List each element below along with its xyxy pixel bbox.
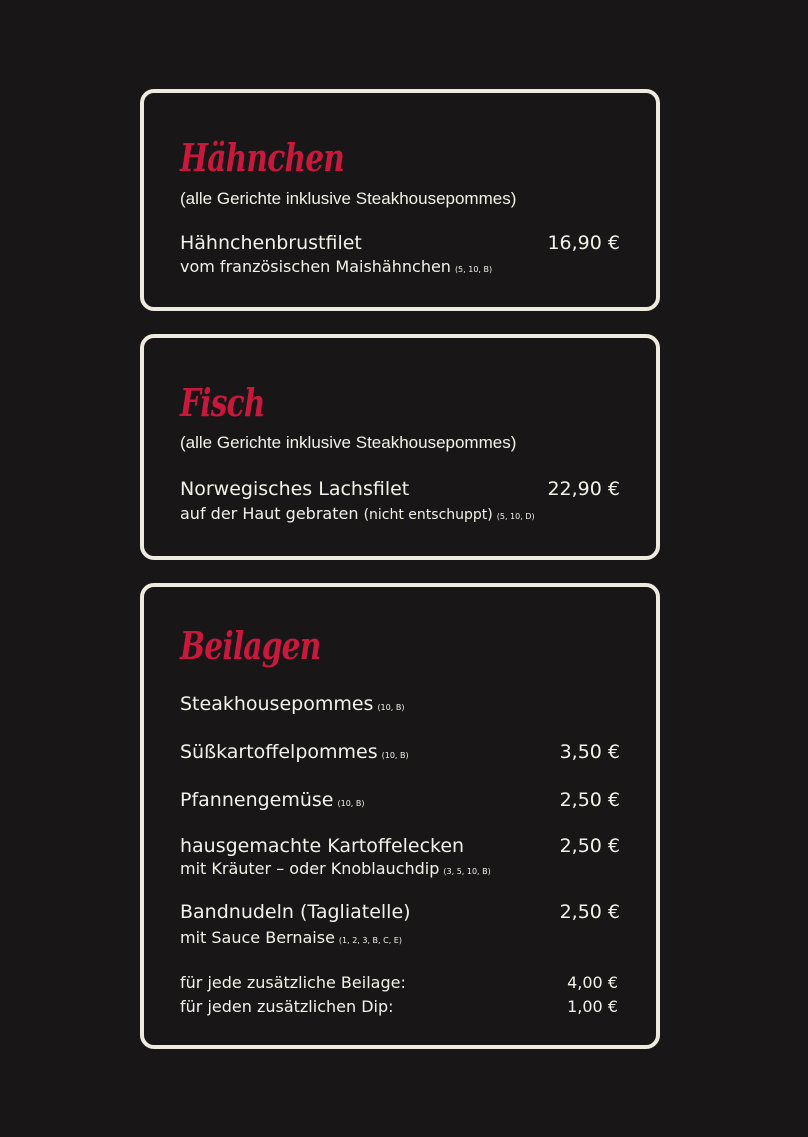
side-dish-price: 2,50 € xyxy=(559,789,620,811)
side-dish-price: 2,50 € xyxy=(559,835,620,857)
dish-description-text: vom französischen Maishähnchen xyxy=(180,257,451,276)
side-dish-name xyxy=(180,741,409,763)
allergen-codes: (10, B) xyxy=(377,703,405,712)
side-dish-label: Pfannengemüse xyxy=(180,789,334,811)
side-dish-name xyxy=(180,693,404,715)
side-dish-label: Süßkartoffelpommes xyxy=(180,741,378,763)
section-note: (alle Gerichte inklusive Steakhousepommes) xyxy=(180,189,517,208)
dish-description xyxy=(180,504,535,523)
dish-price: 16,90 € xyxy=(547,232,620,254)
allergen-codes: (10, B) xyxy=(337,799,365,808)
allergen-codes: (3, 5, 10, B) xyxy=(443,867,491,876)
allergen-codes: (5, 10, D) xyxy=(496,512,535,521)
side-dish-label: Steakhousepommes xyxy=(180,693,374,715)
dish-name: Hähnchenbrustfilet xyxy=(180,232,362,254)
side-dish-name xyxy=(180,789,365,811)
section-card-beilagen xyxy=(140,583,660,1049)
section-card-haehnchen xyxy=(140,89,660,311)
side-dish-name: hausgemachte Kartoffelecken xyxy=(180,835,465,857)
allergen-codes: (1, 2, 3, B, C, E) xyxy=(338,936,402,945)
section-title: Fisch xyxy=(180,380,265,425)
side-dish-description xyxy=(180,859,491,878)
extra-charge-label: für jeden zusätzlichen Dip: xyxy=(180,997,394,1016)
extra-charge-price: 4,00 € xyxy=(567,973,618,992)
section-title: Hähnchen xyxy=(180,135,345,180)
dish-name: Norwegisches Lachsfilet xyxy=(180,478,410,500)
extra-charge-price: 1,00 € xyxy=(567,997,618,1016)
side-dish-description-text: mit Sauce Bernaise xyxy=(180,928,335,947)
side-dish-name: Bandnudeln (Tagliatelle) xyxy=(180,901,411,923)
dish-description-note: (nicht entschuppt) xyxy=(363,507,493,523)
side-dish-price: 2,50 € xyxy=(559,901,620,923)
section-title: Beilagen xyxy=(180,623,321,668)
side-dish-price: 3,50 € xyxy=(559,741,620,763)
allergen-codes: (10, B) xyxy=(381,751,409,760)
side-dish-description-text: mit Kräuter – oder Knoblauchdip xyxy=(180,859,440,878)
dish-price: 22,90 € xyxy=(547,478,620,500)
side-dish-description xyxy=(180,928,402,947)
extra-charge-label: für jede zusätzliche Beilage: xyxy=(180,973,406,992)
dish-description xyxy=(180,257,492,276)
dish-description-text: auf der Haut gebraten xyxy=(180,504,359,523)
section-note: (alle Gerichte inklusive Steakhousepommes) xyxy=(180,433,517,452)
section-card-fisch xyxy=(140,334,660,560)
allergen-codes: (5, 10, B) xyxy=(454,265,493,274)
